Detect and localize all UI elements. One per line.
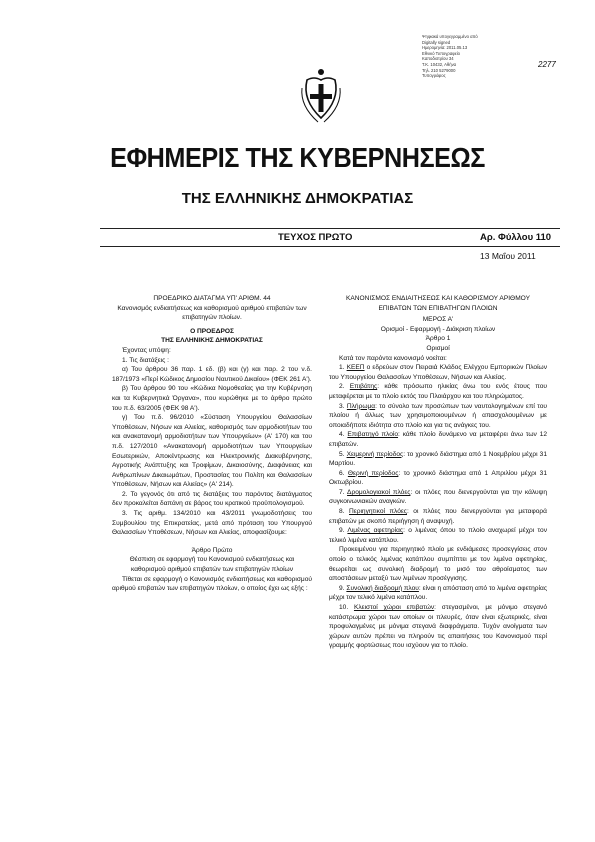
definition-item (329, 469, 547, 488)
definition-text: : το χρονικό διάστημα από 1 Απριλίου μέχρι 31 Οκτωβρίου. (329, 469, 547, 487)
definition-text: : ο λιμένας όπου το πλοίο αναχωρεί μέχρι τον τελικό λιμένα κατάπλου. (329, 527, 548, 544)
decree-heading: ΠΡΟΕΔΡΙΚΟ ΔΙΑΤΑΓΜΑ ΥΠ' ΑΡΙΘΜ. 44 (153, 295, 271, 302)
paragraph: Προκειμένου για περιηγητικό πλοίο με ενδιάμεσες προσεγγίσεις στον οποίο ο τελικός λιμένας κατάπλου συμπίπτει με τον λιμένα αφετηρίας, θεωρείται ως συνολική διαδρομή το μισό του αθροίσματος των αποστάσεων μεταξύ των λιμένων προσέγγισης. (329, 546, 547, 583)
definition-item (329, 430, 547, 449)
part-subheading: Ορισμοί - Εφαρμογή - Διάκριση πλοίων (380, 325, 496, 333)
stamp-line: Εθνικό Τυπογραφείο (422, 50, 460, 56)
stamp-line: Καποδιστρίου 34 (422, 56, 454, 62)
definition-text: : κάθε πλοίο δυνάμενο να μεταφέρει άνω των 12 επιβατών. (329, 431, 547, 448)
issue-label: ΤΕΥΧΟΣ ΠΡΩΤΟ (278, 232, 353, 243)
stamp-line: Τ.Κ. 10432, Αθήνα (422, 61, 457, 67)
article-heading: Άρθρο Πρώτο (191, 546, 233, 554)
paragraph: γ) Του π.δ. 96/2010 «Σύσταση Υπουργείου Θαλασσίων Υποθέσεων, Νήσων και Αλιείας, καθορισμός των αρμοδιοτήτων του και ανακατανομή αρμοδιοτήτων των Υπουργείων» (Α' 170) και του π.δ. 127/2010 «Ανακατανομή αρμοδιοτήτων των Υπουργείων Εσωτερικών, Αποκέντρωσης και Ηλεκτρονικής Διακυβέρνησης, Αγροτικής Ανάπτυξης και Τροφίμων, Δικαιοσύνης, Διαφάνειας και Ανθρωπίνων Δικαιωμάτων, Προστασίας του Πολίτη και Θαλασσίων Υποθέσεων, Νήσων και Αλιείας» (Α' 214). (112, 414, 312, 489)
having-in-mind: Έχοντας υπόψη: (122, 346, 171, 354)
gazette-title: ΕΦΗΜΕΡΙΣ ΤΗΣ ΚΥΒΕΡΝΗΣΕΩΣ (110, 142, 485, 173)
paragraph: β) Του άρθρου 90 του «Κώδικα Νομοθεσίας για την Κυβέρνηση και τα Κυβερνητικά Όργανα», που κυρώθηκε με το άρθρο πρώτο του π.δ. 63/2005 (ΦΕΚ 98 Α'). (112, 385, 312, 412)
definition-term: Κλειστοί χώροι επιβατών (353, 604, 435, 611)
definition-item (329, 488, 547, 507)
definition-term: ΚΕΕΠ (346, 364, 365, 372)
left-column (112, 294, 312, 594)
definition-number: 7. (339, 488, 348, 496)
definition-text: : κάθε πρόσωπο ηλικίας άνω του ενός έτους που μεταφέρεται με το πλοίο εκτός του Πλοιάρχου και του πληρώματος. (329, 383, 547, 400)
definition-item (329, 584, 547, 603)
paragraph: 1. Τις διατάξεις : (122, 356, 169, 364)
definition-number: 1. (339, 364, 347, 372)
definition-term: Συνολική διαδρομή πλου (346, 584, 419, 592)
definition-term: Επιβατηγό πλοίο (347, 431, 399, 439)
greek-coat-of-arms-icon (298, 66, 344, 124)
definition-number: 9. (339, 527, 348, 535)
definition-item (329, 363, 547, 382)
definition-text: : οι πλόες που διενεργούνται για την κάλυψη συγκοινωνιακών αναγκών. (329, 488, 547, 506)
definition-number: 2. (339, 383, 350, 391)
definition-term: Λιμένας αφετηρίας (347, 527, 404, 535)
header-divider-top (100, 228, 560, 229)
definition-term: Πλήρωμα (346, 402, 376, 410)
gazette-subtitle: ΤΗΣ ΕΛΛΗΝΙΚΗΣ ΔΗΜΟΚΡΑΤΙΑΣ (181, 190, 414, 207)
definition-term: Θερινή περίοδος (347, 469, 399, 477)
definition-item (329, 603, 547, 651)
definitions-list (329, 363, 547, 545)
regulation-heading: ΚΑΝΟΝΙΣΜΟΣ ΕΝΔΙΑΙΤΗΣΕΩΣ ΚΑΙ ΚΑΘΟΡΙΣΜΟΥ ΑΡΙΘΜΟΥ ΕΠΙΒΑΤΩΝ ΤΩΝ ΕΠΙΒΑΤΗΓΩΝ ΠΛΟΙΩΝ (345, 295, 530, 312)
definition-number: 6. (339, 469, 348, 477)
digital-signature-stamp (422, 34, 518, 79)
definition-term: Επιβάτης (349, 383, 378, 391)
stamp-line: Τηλ. 210 5279000 (422, 67, 456, 73)
article-subheading: Θέσπιση σε εφαρμογή του Κανονισμού ενδιαιτήσεως και καθορισμού αριθμού επιβατών των επιβατηγών πλοίων (129, 556, 295, 574)
paragraph: Τίθεται σε εφαρμογή ο Κανονισμός ενδιαιτήσεως και καθορισμού αριθμού επιβατών των επιβατηγών πλοίων, ο οποίος έχει ως εξής : (112, 575, 312, 593)
decree-subheading: Κανονισμός ενδιαιτήσεως και καθορισμού αριθμού επιβατών των επιβατηγών πλοίων. (117, 304, 307, 322)
definition-number: 5. (339, 450, 347, 458)
paragraph: 3. Τις αριθμ. 134/2010 και 43/2011 γνωμοδοτήσεις του Συμβουλίου της Επικρατείας, μετά από πρόταση του Υπουργού Θαλασσίων Υποθέσεων, Νήσων και Αλιείας, αποφασίζουμε: (112, 510, 312, 537)
page-number: 2277 (538, 60, 556, 69)
definition-item (329, 382, 547, 401)
president-heading: Ο ΠΡΟΕΔΡΟΣ (190, 327, 234, 335)
article-subheading: Ορισμοί (426, 344, 450, 352)
definition-item (329, 450, 547, 469)
stamp-line: Τυπογράφος (422, 73, 446, 79)
definition-text: ο εδρεύων στον Πειραιά Κλάδος Ελέγχου Εμπορικών Πλοίων του Υπουργείου Θαλασσίων Υποθέσεων, Νήσων και Αλιείας. (329, 364, 547, 381)
definition-term: Δρομολογιακοί πλόες (347, 488, 411, 496)
definitions-list-continued (329, 584, 547, 651)
paragraph: 2. Το γεγονός ότι από τις διατάξεις του παρόντος διατάγματος δεν προκαλείται δαπάνη σε βάρος του κρατικού προϋπολογισμού. (112, 490, 312, 508)
stamp-line: Digitally signed (422, 39, 451, 45)
definition-number: 8. (339, 508, 349, 516)
definition-term: Περιηγητικοί πλόες (349, 508, 407, 516)
definition-text: : στεγασμένοι, με μόνιμο στεγανό κατάστρωμα χώροι των οποίων οι πλευρές, όταν είναι εξωτερικές, είναι προφυλαγμένες με μόνιμα στεγανά διαφράγματα. Τυχόν ανοίγματα των χώρων αυτών πρέπει να πληρούν τις απαιτήσεις του Κανονισμού περί γραμμής φορτώσεως που ισχύουν για το πλοίο. (329, 604, 548, 650)
definition-number: 10. (339, 604, 354, 611)
sheet-number: Αρ. Φύλλου 110 (480, 232, 552, 243)
definition-number: 4. (339, 431, 348, 439)
stamp-line: Ψηφιακά υπογεγραμμένο από (422, 34, 478, 39)
right-column (329, 294, 547, 651)
paragraph: α) Του άρθρου 36 παρ. 1 εδ. (β) και (γ) και παρ. 2 του ν.δ. 187/1973 «Περί Κώδικος Δημοσίου Ναυτικού Δικαίου» (ΦΕΚ 261 Α'). (112, 366, 312, 383)
definition-text: : το χρονικό διάστημα από 1 Νοεμβρίου μέχρι 31 Μαρτίου. (329, 450, 547, 468)
definition-item (329, 402, 547, 431)
definition-term: Χειμερινή περίοδος (346, 450, 404, 458)
definition-text: : είναι η απόσταση από το λιμένα αφετηρίας μέχρι τον τελικό λιμένα κατάπλου. (329, 584, 547, 602)
stamp-line: Ημερομηνία: 2011.05.13 (422, 45, 468, 51)
header-divider-bottom (100, 246, 560, 247)
issue-date: 13 Μαΐου 2011 (480, 251, 536, 261)
definition-item (329, 507, 547, 526)
definition-number: 3. (339, 402, 347, 410)
definition-number: 9. (339, 584, 347, 592)
definition-item (329, 526, 547, 545)
definition-text: : το σύνολο των προσώπων των ναυτολογημένων επί του πλοίου ή άλλως των χρησιμοποιουμένων ή απασχολουμένων με οποιαδήποτε ιδιότητα στο πλοίο και για τις ανάγκες του. (329, 402, 547, 429)
part-heading: ΜΕΡΟΣ Α' (422, 316, 454, 324)
republic-heading: ΤΗΣ ΕΛΛΗΝΙΚΗΣ ΔΗΜΟΚΡΑΤΙΑΣ (161, 337, 263, 345)
definitions-intro: Κατά τον παρόντα κανονισμό νοείται: (339, 354, 447, 362)
article-heading: Άρθρο 1 (425, 335, 451, 343)
definition-text: : οι πλόες που διενεργούνται για μεταφορά επιβατών με σκοπό περιήγηση ή αναψυχή. (329, 508, 547, 525)
